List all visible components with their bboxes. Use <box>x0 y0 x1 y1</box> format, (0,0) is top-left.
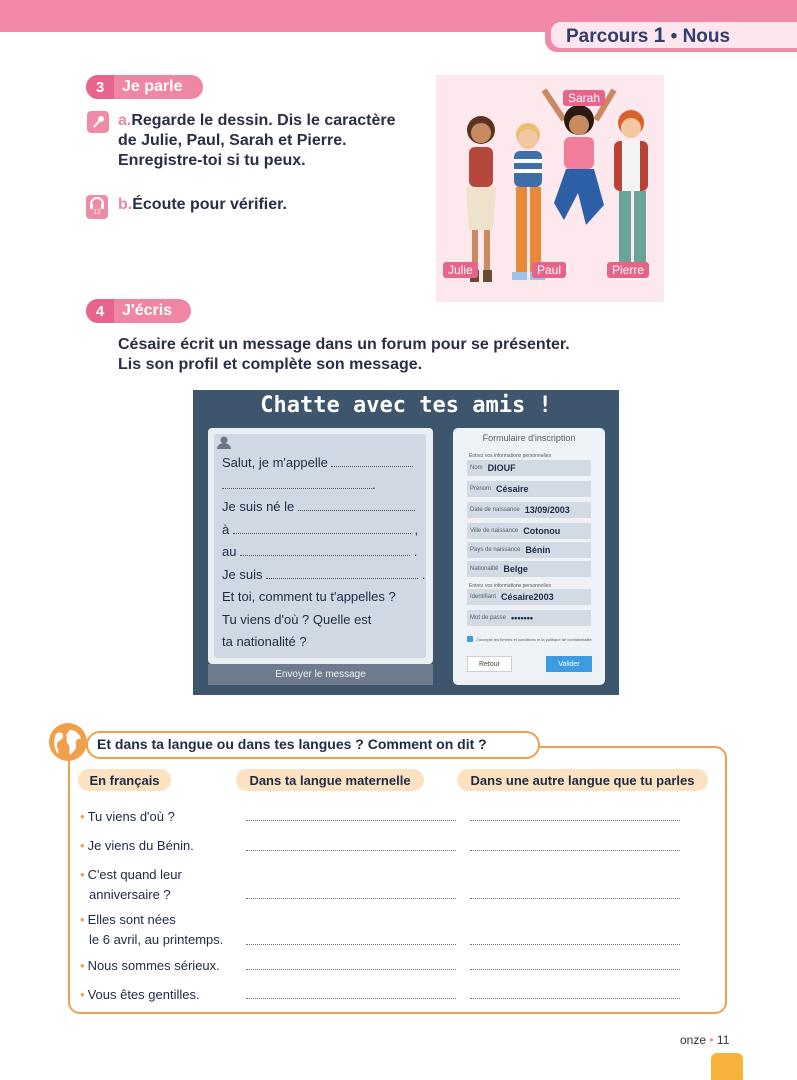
section-3-label: Je parle <box>122 78 183 95</box>
field-nom[interactable]: Nom DIOUF <box>467 460 591 476</box>
field-ville-naissance[interactable]: Ville de naissance Cotonou <box>467 523 591 539</box>
phrase-row-1: • Tu viens d'où ? <box>80 809 175 824</box>
instruction-3b <box>118 195 287 215</box>
answer-3-mother[interactable] <box>246 898 456 899</box>
field-identifiant[interactable]: Identifiant Césaire2003 <box>467 589 591 605</box>
footer-separator: • <box>709 1033 714 1047</box>
form-section-label-2: Entrez vos informations personnelles <box>469 583 551 589</box>
form-section-label-1: Entrez vos informations personnelles <box>469 453 551 459</box>
title-number: 1 <box>653 24 666 47</box>
column-header-other-language: Dans une autre langue que tu parles <box>457 769 708 791</box>
submit-button[interactable]: Valider <box>546 656 592 672</box>
message-line-2 <box>222 477 376 492</box>
headphones-icon[interactable] <box>86 195 108 219</box>
phrase-4-line2: le 6 avril, au printemps. <box>89 932 224 947</box>
field-prenom[interactable]: Prénom Césaire <box>467 481 591 497</box>
form-title: Formulaire d'inscription <box>482 433 576 443</box>
answer-3-other[interactable] <box>470 898 680 899</box>
send-message-button[interactable]: Envoyer le message <box>208 664 433 685</box>
instruction-3a-line1: Regarde le dessin. Dis le caractère <box>131 112 396 129</box>
nametag-pierre: Pierre <box>607 262 649 278</box>
section-4-label: J'écris <box>122 302 173 319</box>
phrase-3-line1: C'est quand leur <box>87 867 182 882</box>
terms-text: J'accepte les termes et conditions et la politique de confidentialité <box>476 637 592 642</box>
field-nationalite[interactable]: Nationalité Belge <box>467 561 591 577</box>
column-header-french: En français <box>78 769 171 791</box>
punct-4: . <box>421 567 426 582</box>
punct-1: . <box>372 477 376 492</box>
instruction-3a-line2: de Julie, Paul, Sarah et Pierre. <box>118 132 347 149</box>
column-header-mother-tongue: Dans ta langue maternelle <box>236 769 424 791</box>
phrase-2-text: Je viens du Bénin. <box>87 838 194 853</box>
letter-a: a. <box>118 112 132 129</box>
answer-1-other[interactable] <box>470 820 680 821</box>
globe-icon <box>48 722 88 762</box>
phrase-row-5: • Nous sommes sérieux. <box>80 958 220 973</box>
languages-title: Et dans ta langue ou dans tes langues ? Comment on dit ? <box>97 736 487 752</box>
page-title <box>566 24 730 48</box>
title-text: Nous <box>682 26 731 47</box>
nametag-paul: Paul <box>532 262 566 278</box>
message-line-7: Et toi, comment tu t'appelles ? <box>222 589 396 604</box>
answer-5-other[interactable] <box>470 969 680 970</box>
message-line-1-text: Salut, je m'appelle <box>222 455 328 470</box>
chat-title: Chatte avec tes amis ! <box>260 393 552 418</box>
page-number: 11 <box>716 1033 730 1047</box>
punct-2: , <box>414 522 419 537</box>
user-icon <box>217 436 231 449</box>
instruction-4-line1: Césaire écrit un message dans un forum pour se présenter. <box>118 336 570 353</box>
message-line-5 <box>222 544 417 559</box>
phrase-row-6: • Vous êtes gentilles. <box>80 987 200 1002</box>
message-line-8: Tu viens d'où ? Quelle est <box>222 612 372 627</box>
message-line-4 <box>222 522 418 537</box>
answer-6-other[interactable] <box>470 998 680 999</box>
nametag-julie: Julie <box>443 262 478 278</box>
phrase-5-text: Nous sommes sérieux. <box>87 958 220 973</box>
instruction-4 <box>118 335 570 375</box>
answer-2-other[interactable] <box>470 850 680 851</box>
section-4-number: 4 <box>86 299 114 323</box>
phrase-3-line2: anniversaire ? <box>89 887 171 902</box>
letter-b: b. <box>118 196 133 213</box>
answer-5-mother[interactable] <box>246 969 456 970</box>
message-line-5-text: au <box>222 544 237 559</box>
page-tab <box>711 1053 743 1080</box>
message-line-3-text: Je suis né le <box>222 499 295 514</box>
phrase-row-4: • Elles sont nées le 6 avril, au printemps. <box>80 910 223 950</box>
answer-4-mother[interactable] <box>246 944 456 945</box>
audio-track-number: 12 <box>93 209 101 216</box>
back-button[interactable]: Retour <box>467 656 512 672</box>
field-date-naissance[interactable]: Date de naissance 13/09/2003 <box>467 502 591 518</box>
section-3-number: 3 <box>86 75 114 99</box>
message-line-9: ta nationalité ? <box>222 634 307 649</box>
title-separator: • <box>670 26 678 47</box>
phrase-row-3: • C'est quand leur anniversaire ? <box>80 865 182 905</box>
title-prefix: Parcours <box>566 26 649 47</box>
nametag-sarah: Sarah <box>563 90 605 106</box>
page-footer <box>680 1033 729 1047</box>
terms-checkbox[interactable] <box>467 636 473 642</box>
instruction-3a <box>118 111 395 171</box>
phrase-row-2: • Je viens du Bénin. <box>80 838 194 853</box>
answer-2-mother[interactable] <box>246 850 456 851</box>
message-line-1 <box>222 455 413 470</box>
phrase-6-text: Vous êtes gentilles. <box>87 987 200 1002</box>
message-line-3 <box>222 499 415 514</box>
answer-6-mother[interactable] <box>246 998 456 999</box>
phrase-4-line1: Elles sont nées <box>87 912 176 927</box>
instruction-4-line2: Lis son profil et complète son message. <box>118 356 423 373</box>
instruction-3b-text: Écoute pour vérifier. <box>132 196 287 213</box>
microphone-icon[interactable] <box>87 111 109 133</box>
punct-3: . <box>413 544 418 559</box>
message-line-6-text: Je suis <box>222 567 263 582</box>
section-4-pill <box>86 299 191 323</box>
phrase-1-text: Tu viens d'où ? <box>87 809 175 824</box>
answer-1-mother[interactable] <box>246 820 456 821</box>
message-line-4-text: à <box>222 522 230 537</box>
answer-4-other[interactable] <box>470 944 680 945</box>
page-word: onze <box>680 1033 707 1047</box>
message-line-6 <box>222 567 425 582</box>
section-3-pill <box>86 75 203 99</box>
field-mot-de-passe[interactable]: Mot de passe ••••••• <box>467 610 591 626</box>
instruction-3a-line3: Enregistre-toi si tu peux. <box>118 152 306 169</box>
field-pays-naissance[interactable]: Pays de naissance Bénin <box>467 542 591 558</box>
